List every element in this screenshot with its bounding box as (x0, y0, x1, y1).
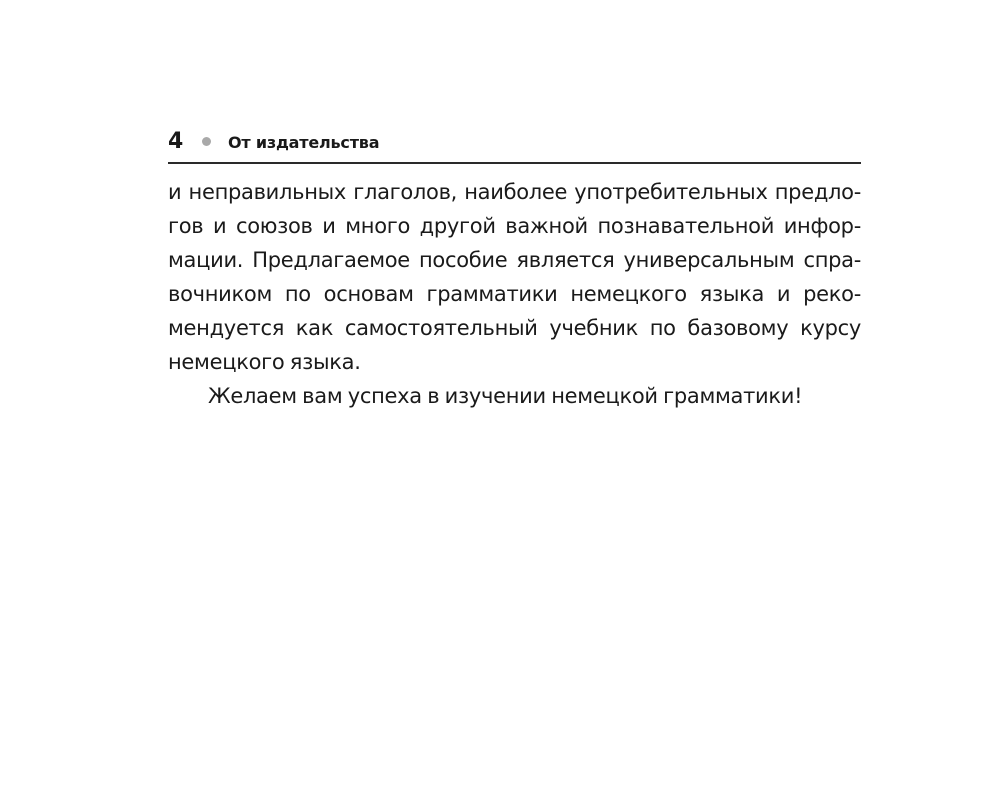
page-header (168, 128, 861, 164)
text-line: мендуется как самостоятельный учебник по базовому курсу (168, 316, 861, 340)
text-line: и неправильных глаголов, наиболее употребительных предло- (168, 180, 861, 204)
text-line: Желаем вам успеха в изучении немецкой грамматики! (208, 384, 803, 408)
text-line: мации. Предлагаемое пособие является универсальным спра- (168, 248, 861, 272)
bullet-dot-icon (202, 137, 211, 146)
paragraph-1 (168, 175, 861, 379)
text-line: вочником по основам грамматики немецкого языка и реко- (168, 282, 861, 306)
body-text (168, 175, 861, 413)
text-line: гов и союзов и много другой важной познавательной инфор- (168, 214, 861, 238)
page-number: 4 (168, 129, 184, 154)
section-title: От издательства (228, 133, 380, 152)
paragraph-2 (168, 379, 861, 413)
text-line: немецкого языка. (168, 350, 361, 374)
